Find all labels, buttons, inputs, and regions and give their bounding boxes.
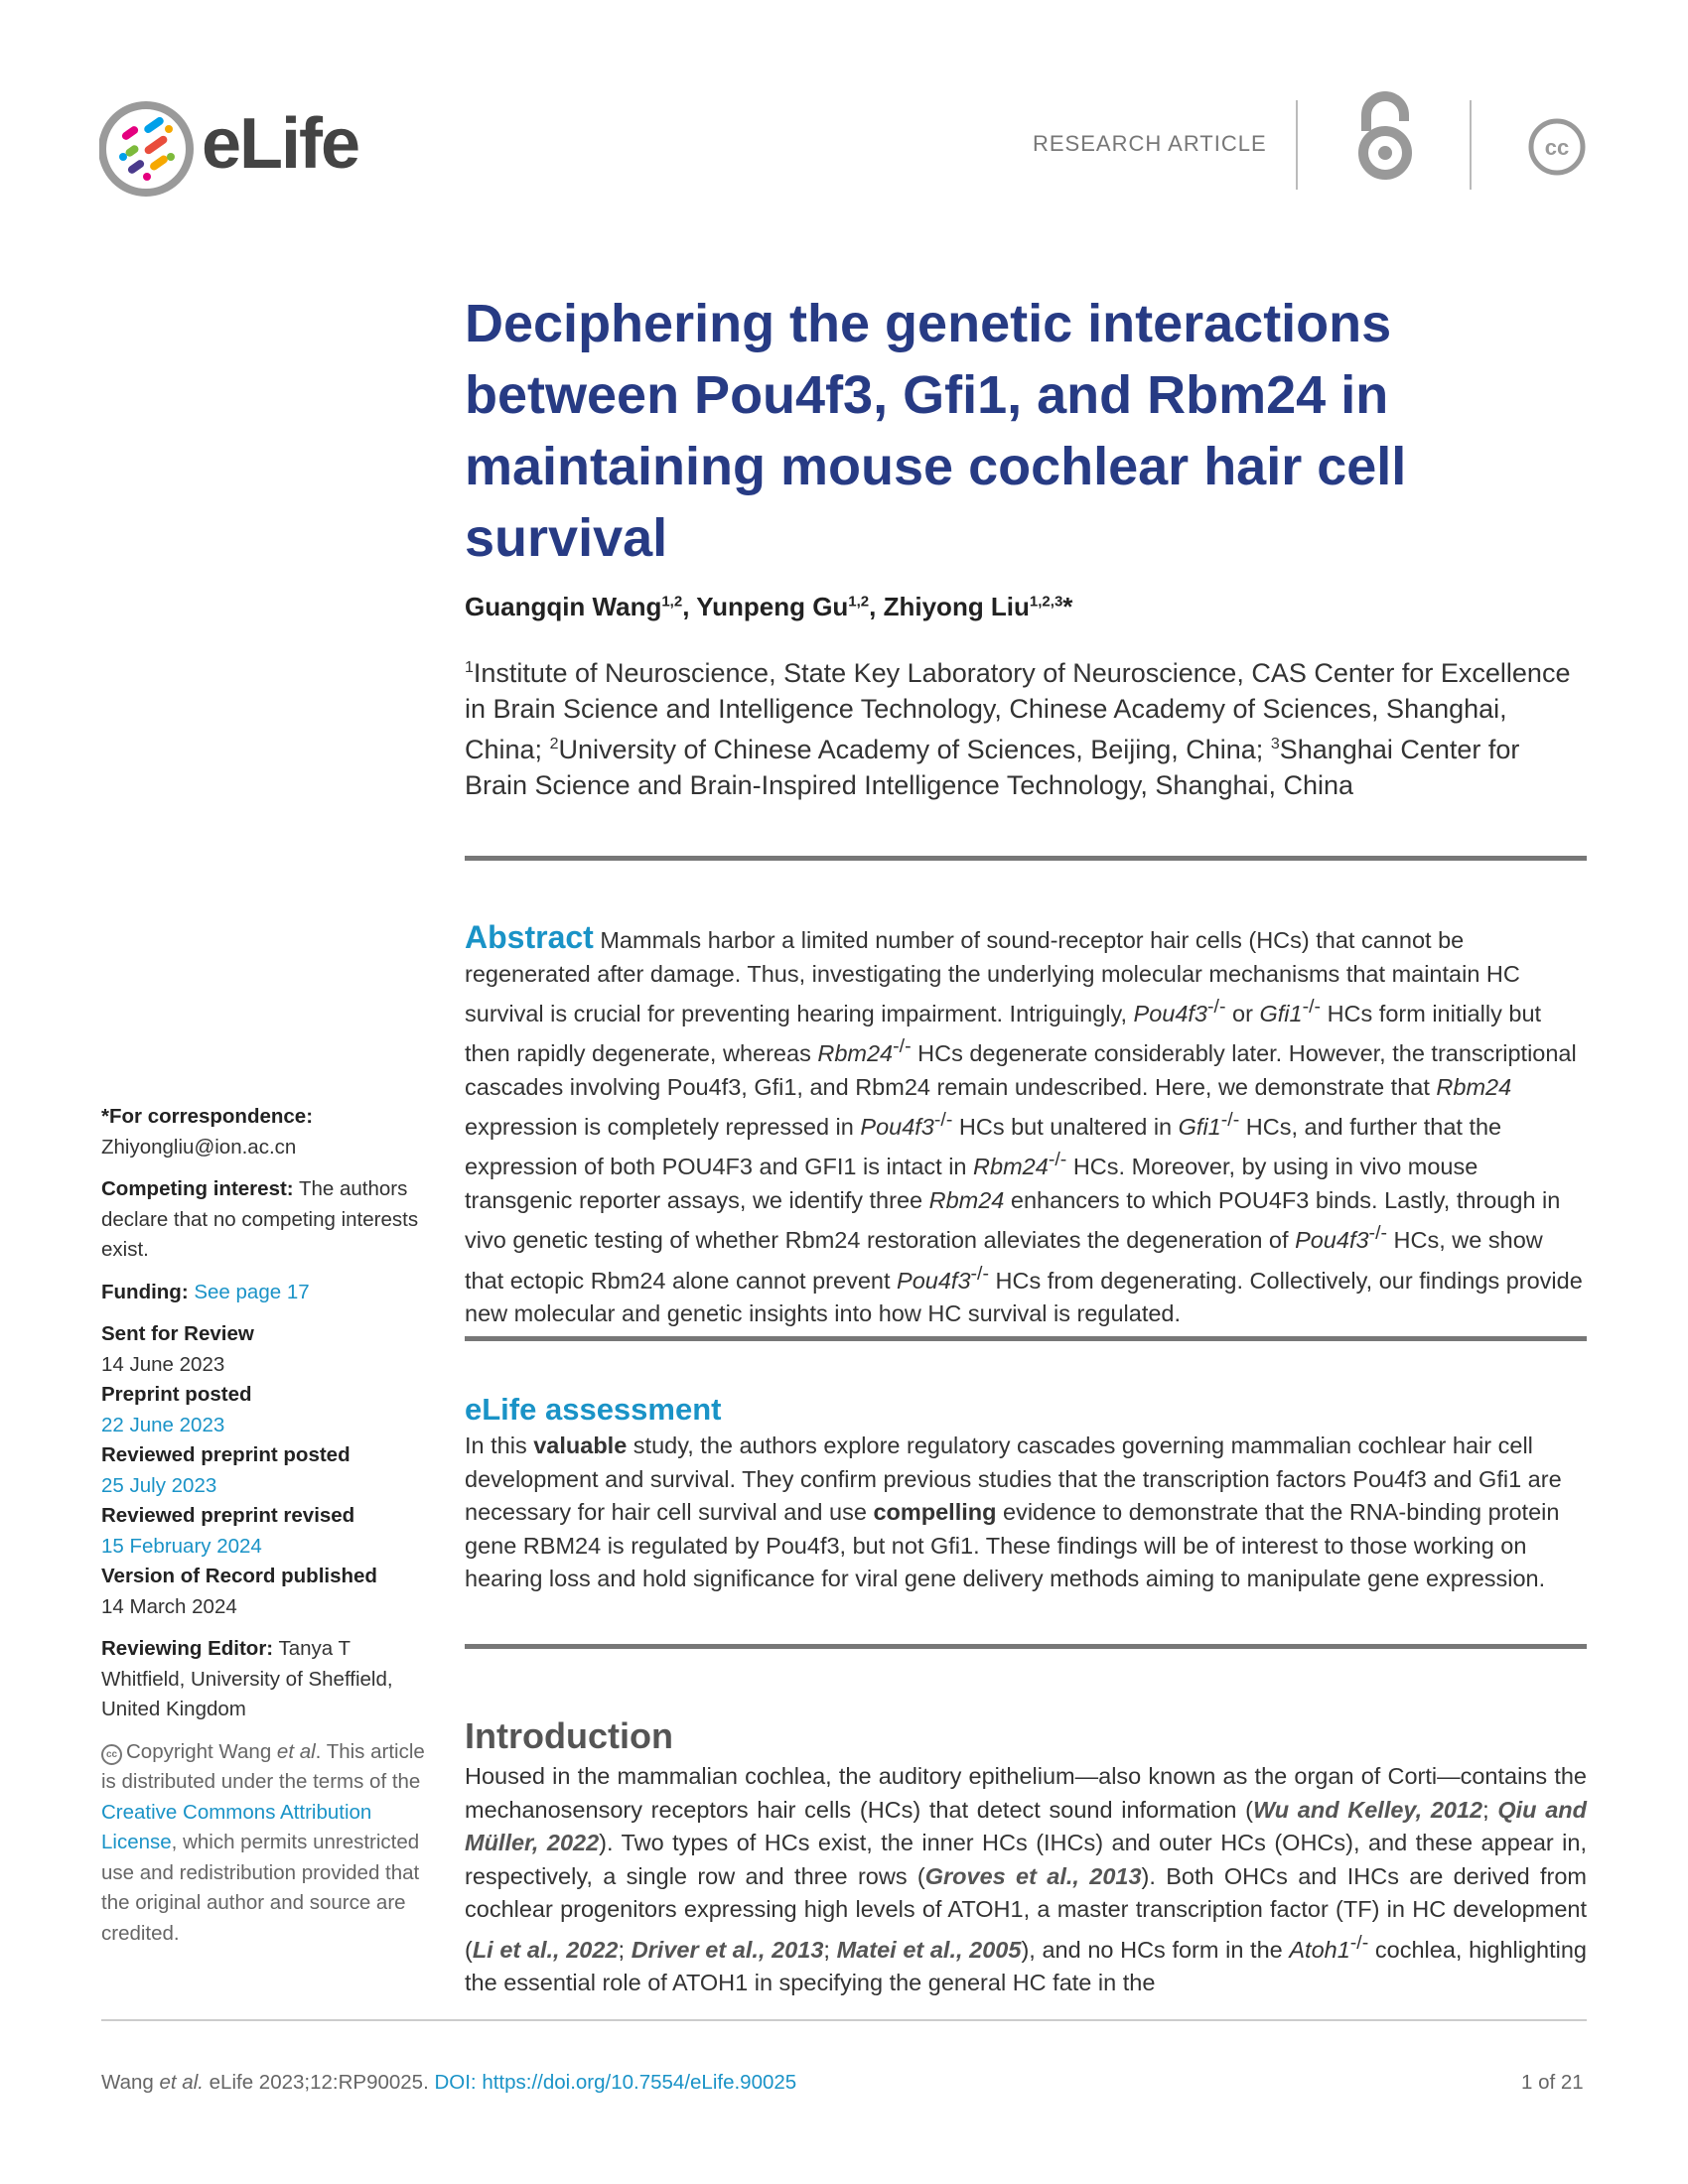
author-affiliation-marker: 1,2 (661, 593, 683, 611)
section-divider (465, 1644, 1587, 1649)
author-affiliation-marker: 1,2 (848, 593, 870, 611)
article-type-label: RESEARCH ARTICLE (1033, 131, 1267, 156)
license-link[interactable]: Creative Commons Attribution License (101, 1800, 372, 1853)
abstract-text: HCs form initially but then rapidly degenerate, whereas (465, 1000, 1542, 1067)
footer-text: Wang (101, 2071, 160, 2094)
history-label: Reviewed preprint revised (101, 1504, 355, 1527)
copyright-text: et al (276, 1739, 316, 1763)
footer-text: et al. (159, 2071, 204, 2094)
article-history (101, 1319, 439, 1622)
body-text: ). Two types of HCs exist, the inner HCs (IHCs) and outer HCs (OHCs), and these appear in, respectively, a single row and three rows ( (465, 1830, 1587, 1889)
corresponding-author-marker: * (1062, 592, 1073, 621)
assessment-keyword: compelling (873, 1499, 997, 1525)
reviewing-editor-label: Reviewing Editor: (101, 1637, 274, 1660)
history-date: 14 March 2024 (101, 1594, 237, 1618)
copyright-notice (101, 1737, 439, 1950)
header-divider (1296, 100, 1298, 190)
citation-link[interactable]: Driver et al., 2013 (631, 1936, 824, 1963)
abstract-text: or (1225, 1000, 1260, 1026)
body-text: ). Both OHCs and IHCs are derived from cochlear progenitors expressing high levels of ATOH1, a master transcription factor (TF) in HC development ( (465, 1862, 1587, 1963)
gene-name: Rbm24 (1436, 1073, 1512, 1100)
genotype-superscript: -/- (933, 1109, 953, 1132)
footer-citation (101, 2071, 796, 2095)
abstract-heading: Abstract (465, 919, 594, 955)
funding-link[interactable]: See page 17 (194, 1280, 310, 1303)
abstract-text: HCs from degenerating. Collectively, our findings provide new molecular and genetic insights into how HC survival is regulated. (465, 1267, 1583, 1326)
competing-interest-text: The authors declare that no competing interests exist. (101, 1177, 419, 1261)
reviewing-editor-text: Tanya T Whitfield, University of Sheffield, United Kingdom (101, 1637, 393, 1720)
page-number: 1 of 21 (1521, 2071, 1584, 2094)
elife-assessment (465, 1430, 1587, 1596)
author-separator: , (869, 592, 884, 621)
gene-name: Rbm24 (973, 1154, 1049, 1180)
affiliation-number: 1 (465, 659, 474, 676)
reviewing-editor-block (101, 1634, 439, 1725)
history-label: Preprint posted (101, 1383, 252, 1406)
genotype-superscript: -/- (1302, 996, 1322, 1018)
copyright-text: , which permits unrestricted use and redistribution provided that the original author and source are credited. (101, 1831, 420, 1945)
genotype-superscript: -/- (1048, 1149, 1067, 1171)
citation-link[interactable]: Li et al., 2022 (472, 1936, 619, 1963)
citation-link[interactable]: Qiu and Müller, 2022 (465, 1796, 1587, 1855)
body-text: cochlea, highlighting the essential role of ATOH1 in specifying the general HC fate in the (465, 1936, 1587, 1995)
abstract-text: enhancers to which POU4F3 binds. Lastly, through in vivo genetic testing of whether Rbm24 restoration alleviates the degeneration of (465, 1186, 1561, 1254)
author-affiliation-marker: 1,2,3 (1029, 593, 1063, 611)
abstract-text: HCs, we show that ectopic Rbm24 alone cannot prevent (465, 1227, 1543, 1294)
assessment-text: evidence to demonstrate that the RNA-binding protein gene RBM24 is regulated by Pou4f3, but not Gfi1. These findings will be of interest to those working on hearing loss and hold significance for viral gene delivery methods aiming to manipulate gene expression. (465, 1499, 1560, 1591)
gene-name: Gfi1 (1178, 1113, 1221, 1140)
abstract-text: expression is completely repressed in (465, 1113, 861, 1140)
genotype-superscript: -/- (1368, 1222, 1388, 1245)
correspondence-block (101, 1102, 439, 1162)
history-date: 14 June 2023 (101, 1352, 225, 1376)
introduction-heading: Introduction (465, 1715, 673, 1756)
author-name[interactable]: Guangqin Wang (465, 592, 662, 621)
header-divider (1470, 100, 1472, 190)
gene-name: Pou4f3 (860, 1113, 934, 1140)
cc-small-icon: cc (101, 1744, 122, 1765)
history-date-link[interactable]: 15 February 2024 (101, 1534, 262, 1558)
body-text: ; (1482, 1796, 1498, 1823)
body-text: ), and no HCs form in the (1021, 1936, 1290, 1963)
genotype-superscript: -/- (1220, 1109, 1240, 1132)
footer-text: eLife 2023;12:RP90025. (203, 2071, 435, 2094)
genotype-superscript: -/- (1207, 996, 1226, 1018)
assessment-heading: eLife assessment (465, 1392, 722, 1427)
citation-link[interactable]: Wu and Kelley, 2012 (1252, 1796, 1483, 1823)
funding-block (101, 1278, 439, 1308)
affiliation-number: 2 (549, 736, 559, 752)
gene-name: Pou4f3 (1133, 1000, 1207, 1026)
gene-name: Pou4f3 (1295, 1227, 1369, 1254)
creative-commons-icon[interactable] (1527, 117, 1587, 177)
gene-name: Gfi1 (1259, 1000, 1303, 1026)
section-divider (465, 1336, 1587, 1341)
doi-link[interactable]: DOI: https://doi.org/10.7554/eLife.90025 (434, 2071, 797, 2094)
competing-interest-block (101, 1174, 439, 1266)
abstract-text: HCs, and further that the expression of both POU4F3 and GFI1 is intact in (465, 1113, 1502, 1180)
funding-label: Funding: (101, 1280, 189, 1303)
correspondence-email[interactable]: Zhiyongliu@ion.ac.cn (101, 1135, 297, 1159)
citation-link[interactable]: Groves et al., 2013 (924, 1862, 1142, 1889)
introduction-text (465, 1760, 1587, 1999)
gene-name: Pou4f3 (897, 1267, 971, 1294)
article-sidebar (101, 1102, 439, 1961)
history-date-link[interactable]: 22 June 2023 (101, 1413, 225, 1436)
affiliation-text: Shanghai Center for Brain Science and Brain-Inspired Intelligence Technology, Shanghai, China (465, 735, 1520, 800)
assessment-text: In this (465, 1433, 534, 1458)
competing-interest-label: Competing interest: (101, 1177, 294, 1200)
genotype-superscript: -/- (970, 1262, 989, 1285)
abstract (465, 921, 1587, 1330)
elife-logo-mark (102, 105, 190, 193)
author-separator: , (682, 592, 697, 621)
history-label: Reviewed preprint posted (101, 1443, 351, 1466)
footer-divider (101, 2019, 1587, 2021)
assessment-keyword: valuable (533, 1433, 628, 1458)
affiliation-text: Institute of Neuroscience, State Key Laboratory of Neuroscience, CAS Center for Excellence in Brain Science and Intelligence Technology, Chinese Academy of Sciences, Shanghai, China; (465, 658, 1571, 764)
history-label: Version of Record published (101, 1565, 377, 1587)
abstract-text: HCs degenerate considerably later. However, the transcriptional cascades involving Pou4f3, Gfi1, and Rbm24 remain undescribed. Here, we demonstrate that (465, 1040, 1577, 1100)
gene-name: Rbm24 (928, 1186, 1005, 1213)
copyright-text: . This article is distributed under the terms of the (101, 1739, 425, 1793)
assessment-text: study, the authors explore regulatory cascades governing mammalian cochlear hair cell development and survival. They confirm previous studies that the transcription factors Pou4f3 and Gfi1 are necessary for hair cell survival and use (465, 1433, 1562, 1525)
author-name[interactable]: Zhiyong Liu (883, 592, 1030, 621)
citation-link[interactable]: Matei et al., 2005 (836, 1936, 1022, 1963)
article-title: Deciphering the genetic interactions between Pou4f3, Gfi1, and Rbm24 in maintaining mouse cochlear hair cell survival (465, 294, 1407, 568)
abstract-text: HCs. Moreover, by using in vivo mouse transgenic reporter assays, we identify three (465, 1154, 1478, 1213)
abstract-text: Mammals harbor a limited number of sound-receptor hair cells (HCs) that cannot be regenerated after damage. Thus, investigating the underlying molecular mechanisms that maintain HC survival is crucial for preventing hearing impairment. Intriguingly, (465, 927, 1520, 1026)
genotype-superscript: -/- (893, 1035, 912, 1058)
gene-name: Atoh1 (1289, 1936, 1350, 1963)
author-list (465, 592, 1072, 622)
affiliations (465, 650, 1587, 803)
history-date-link[interactable]: 25 July 2023 (101, 1473, 217, 1497)
copyright-text: Copyright Wang (126, 1739, 277, 1763)
abstract-text: HCs but unaltered in (952, 1113, 1179, 1140)
gene-name: Rbm24 (817, 1040, 894, 1067)
body-text: ; (618, 1936, 632, 1963)
correspondence-label: *For correspondence: (101, 1105, 314, 1128)
svg-text:cc: cc (1544, 135, 1570, 160)
author-name[interactable]: Yunpeng Gu (696, 592, 849, 621)
genotype-superscript: -/- (1349, 1931, 1369, 1954)
body-text: ; (823, 1936, 837, 1963)
elife-wordmark: eLife (202, 104, 359, 184)
body-text: Housed in the mammalian cochlea, the auditory epithelium—also known as the organ of Corti—contains the mechanosensory receptors hair cells (HCs) that detect sound information ( (465, 1763, 1587, 1823)
history-label: Sent for Review (101, 1322, 254, 1345)
section-divider (465, 856, 1587, 861)
open-access-icon[interactable] (1352, 91, 1418, 183)
affiliation-text: University of Chinese Academy of Sciences, Beijing, China; (558, 735, 1271, 764)
affiliation-number: 3 (1270, 736, 1280, 752)
